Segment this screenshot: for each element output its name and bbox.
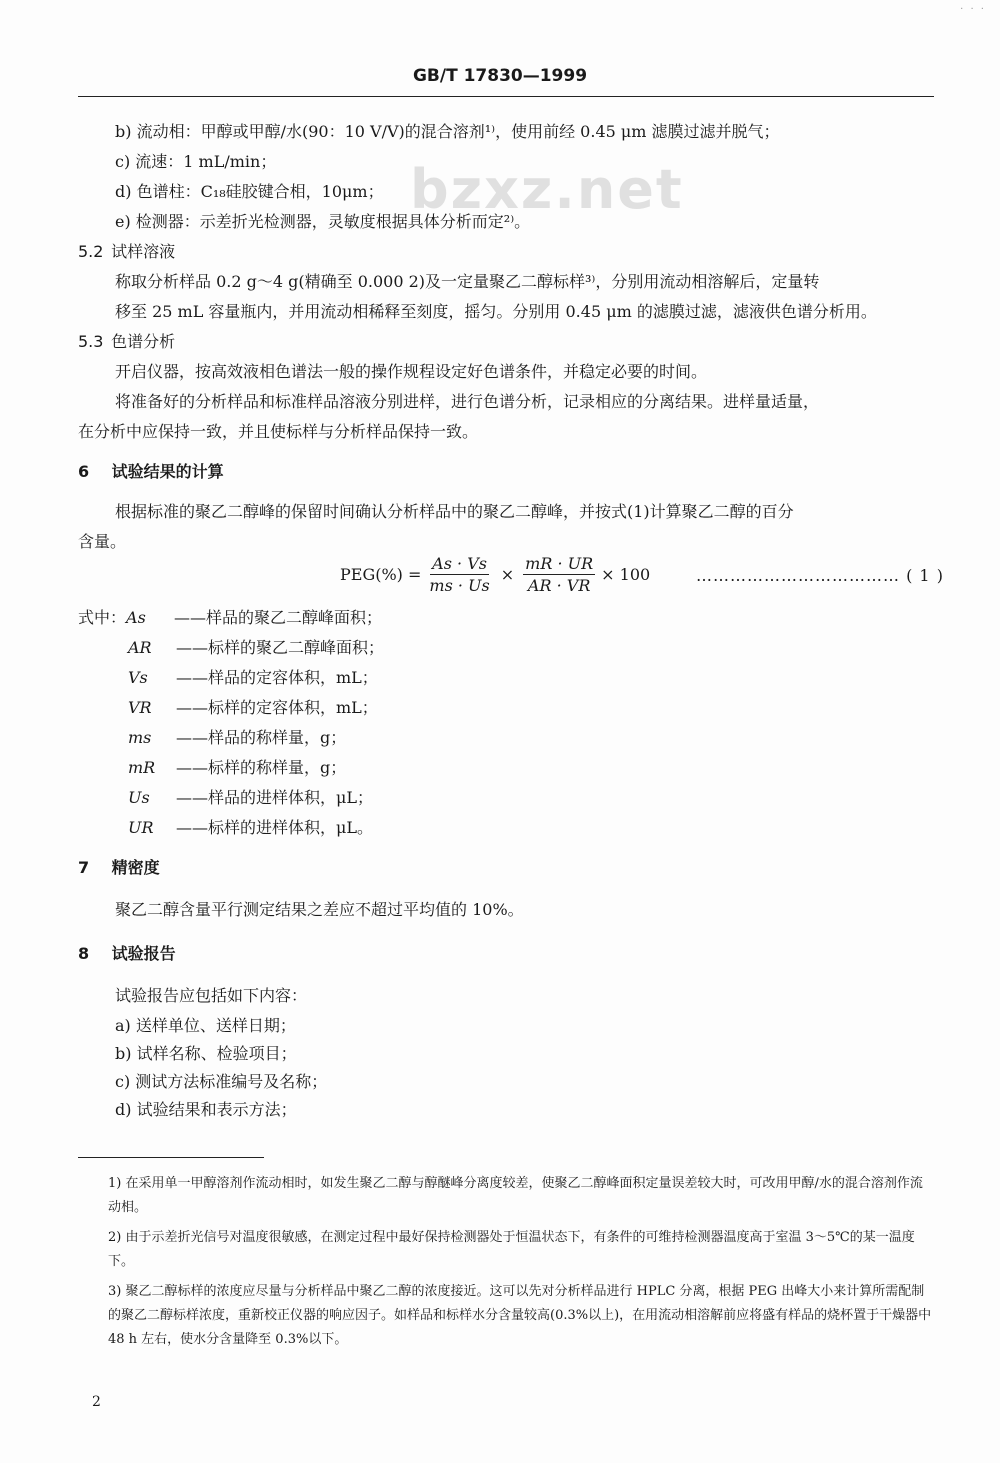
variable-description: ——样品的聚乙二醇峰面积； (174, 608, 383, 627)
variable-description: ——标样的定容体积，mL； (176, 698, 378, 717)
report-item: a) 送样单位、送样日期； (115, 1016, 296, 1035)
variable-description: ——样品的定容体积，mL； (176, 668, 378, 687)
paragraph-line: 根据标准的聚乙二醇峰的保留时间确认分析样品中的聚乙二醇峰，并按式(1)计算聚乙二醇的百分 (115, 502, 794, 521)
item-flow-rate: c) 流速：1 mL/min； (115, 152, 277, 171)
variable-symbol: VR (128, 698, 152, 717)
fraction-numerator: As · Vs (432, 553, 487, 573)
section-number: 7 (78, 858, 90, 877)
variable-row (128, 788, 373, 808)
paragraph-line: 聚乙二醇含量平行测定结果之差应不超过平均值的 10%。 (115, 900, 524, 919)
section-8-heading (78, 944, 176, 964)
footnote-rule (78, 1157, 264, 1158)
section-5-3-heading (78, 332, 175, 352)
section-7-heading (78, 858, 160, 878)
section-6-heading (78, 462, 224, 482)
variable-description: ——标样的称样量，g； (176, 758, 347, 777)
item-column: d) 色谱柱：C₁₈硅胶键合相，10μm； (115, 182, 384, 201)
fraction-denominator: ms · Us (429, 575, 490, 595)
variable-row (78, 608, 382, 628)
item-detector: e) 检测器：示差折光检测器，灵敏度根据具体分析而定²⁾。 (115, 212, 531, 231)
fraction-standard (523, 554, 595, 595)
corner-mark: · · · (960, 4, 986, 15)
section-title: 试验结果的计算 (111, 462, 224, 481)
variable-description: ——标样的进样体积，μL。 (176, 818, 374, 837)
variable-row (128, 728, 346, 748)
variable-symbol: AR (128, 638, 152, 657)
variable-description: ——样品的进样体积，μL； (176, 788, 374, 807)
page-header: GB/T 17830—1999 (412, 66, 588, 86)
paragraph-line: 试验报告应包括如下内容： (115, 986, 308, 1005)
paragraph-line: 在分析中应保持一致，并且使标样与分析样品保持一致。 (78, 422, 479, 441)
section-number: 5.3 (78, 332, 104, 351)
paragraph-line: 移至 25 mL 容量瓶内，并用流动相稀释至刻度，摇匀。分别用 0.45 μm 的滤膜过滤，滤液供色谱分析用。 (115, 302, 877, 321)
section-number: 8 (78, 944, 90, 963)
variable-symbol: As (126, 608, 146, 627)
fraction-numerator: mR · UR (525, 553, 594, 573)
variable-symbol: mR (128, 758, 156, 777)
times-sign: × (500, 564, 515, 584)
variable-symbol: Vs (128, 668, 148, 687)
paragraph-line: 称取分析样品 0.2 g～4 g(精确至 0.000 2)及一定量聚乙二醇标样³⁾，分别用流动相溶解后，定量转 (115, 272, 820, 291)
footnote-2: 2) 由于示差折光信号对温度很敏感，在测定过程中最好保持检测器处于恒温状态下，有条件的可维持检测器温度高于室温 3～5℃的某一温度下。 (108, 1230, 915, 1269)
footnote-3: 3) 聚乙二醇标样的浓度应尽量与分析样品中聚乙二醇的浓度接近。这可以先对分析样品进行 HPLC 分离，根据 PEG 出峰大小来计算所需配制的聚乙二醇标样浓度，重新校正仪器的响应因子。如样品和标样水分含量较高(0.3%以上)，在用流动相溶解前应将盛有样品的烧杯置于干燥器中 48 h 左右，使水分含量降至 0.3%以下。 (108, 1284, 932, 1347)
section-title: 试验报告 (111, 944, 176, 963)
footnote-1: 1) 在采用单一甲醇溶剂作流动相时，如发生聚乙二醇与醇醚峰分离度较差，使聚乙二醇峰面积定量误差较大时，可改用甲醇/水的混合溶剂作流动相。 (108, 1176, 923, 1215)
variable-symbol: ms (128, 728, 152, 747)
variable-description: ——样品的称样量，g； (176, 728, 347, 747)
fraction-denominator: AR · VR (527, 575, 591, 595)
variable-description: ——标样的聚乙二醇峰面积； (176, 638, 385, 657)
report-item: c) 测试方法标准编号及名称； (115, 1072, 328, 1091)
section-number: 5.2 (78, 242, 104, 261)
item-mobile-phase: b) 流动相：甲醇或甲醇/水(90：10 V/V)的混合溶剂¹⁾，使用前经 0.45 μm 滤膜过滤并脱气； (115, 122, 780, 141)
variable-row (128, 818, 373, 838)
section-title: 精密度 (111, 858, 160, 877)
equation-number (696, 566, 944, 585)
section-number: 6 (78, 462, 90, 481)
variable-symbol: UR (128, 818, 154, 837)
variable-row (128, 698, 378, 718)
section-title: 试样溶液 (111, 242, 176, 261)
variable-row (128, 758, 346, 778)
where-label: 式中： (78, 608, 127, 627)
paragraph-line: 开启仪器，按高效液相色谱法一般的操作规程设定好色谱条件，并稳定必要的时间。 (115, 362, 708, 381)
variable-row (128, 668, 378, 688)
fraction-sample (427, 554, 491, 595)
report-item: b) 试样名称、检验项目； (115, 1044, 297, 1063)
header-rule (78, 96, 934, 97)
formula-tail: × 100 (601, 564, 651, 584)
variable-symbol: Us (128, 788, 150, 807)
report-item: d) 试验结果和表示方法； (115, 1100, 297, 1119)
leader-dots: ……………………………… (696, 566, 900, 585)
formula-lhs: PEG(%) = (340, 564, 422, 584)
paragraph-line: 将准备好的分析样品和标准样品溶液分别进样，进行色谱分析，记录相应的分离结果。进样量适量， (115, 392, 820, 411)
section-title: 色谱分析 (111, 332, 176, 351)
section-5-2-heading (78, 242, 175, 262)
page-number: 2 (92, 1394, 101, 1410)
variable-row (128, 638, 384, 658)
paragraph-line: 含量。 (78, 532, 127, 551)
peg-formula (340, 552, 650, 596)
watermark: bzxz.net (410, 158, 684, 221)
equation-label: ( 1 ) (906, 566, 944, 585)
